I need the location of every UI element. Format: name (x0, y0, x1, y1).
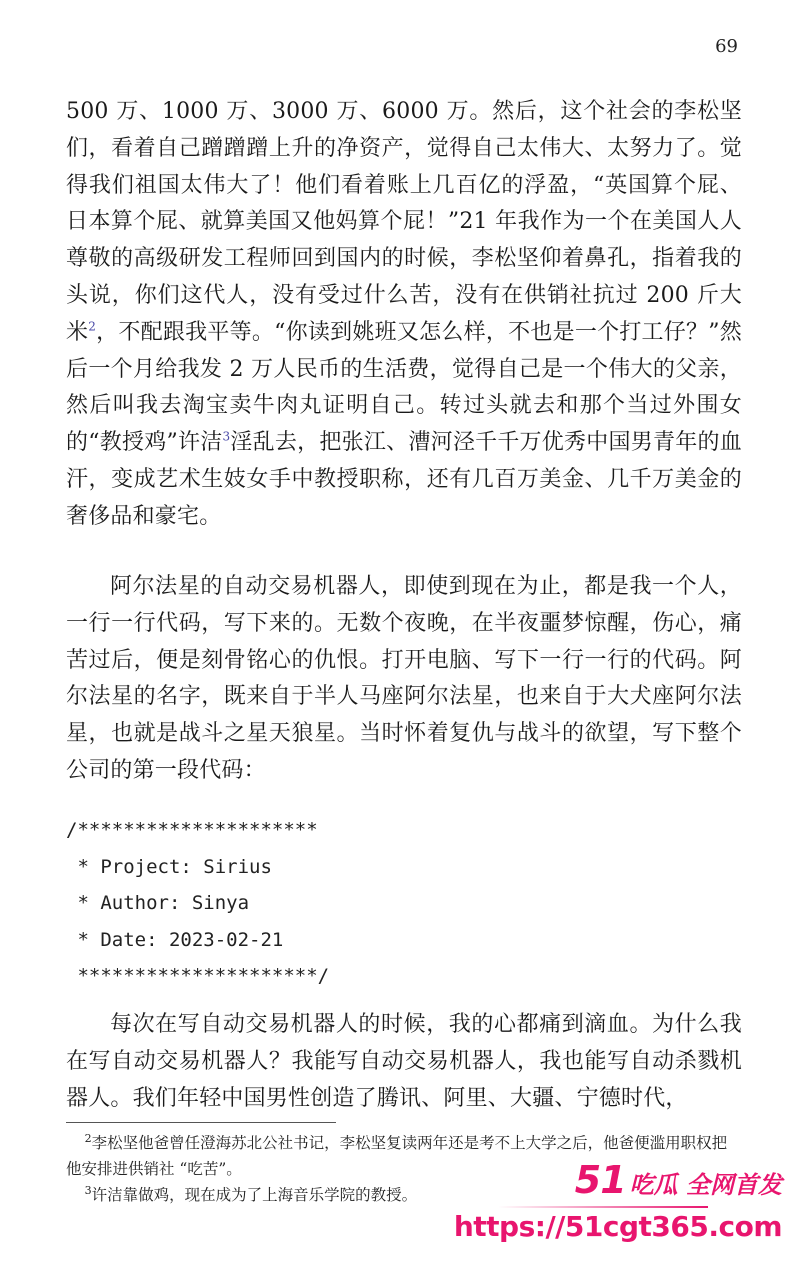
paragraph-1-part-1: 500 万、1000 万、3000 万、6000 万。然后，这个社会的李松坚们，看着自己蹭蹭蹭上升的净资产，觉得自己太伟大、太努力了。觉得我们祖国太伟大了！他们看着账上几百亿的浮盈，“英国算个屁、日本算个屁、就算美国又他妈算个屁！”21 年我作为一个在美国人人尊敬的高级研发工程师回到国内的时候，李松坚仰着鼻孔，指着我的头说，你们这代人，没有受过什么苦，没有在供销社抗过 200 斤大米 (66, 99, 742, 345)
page-number: 69 (715, 36, 738, 57)
paragraph-2: 阿尔法星的自动交易机器人，即使到现在为止，都是我一个人，一行一行代码，写下来的。无数个夜晚，在半夜噩梦惊醒，伤心，痛苦过后，便是刻骨铭心的仇恨。打开电脑、写下一行一行的代码。阿尔法星的名字，既来自于半人马座阿尔法星，也来自于大犬座阿尔法星，也就是战斗之星天狼星。当时怀着复仇与战斗的欲望，写下整个公司的第一段代码： (66, 574, 742, 783)
paragraph-3: 每次在写自动交易机器人的时候，我的心都痛到滴血。为什么我在写自动交易机器人？我能写自动交易机器人，我也能写自动杀戮机器人。我们年轻中国男性创造了腾讯、阿里、大疆、宁德时代， (66, 1012, 742, 1111)
paragraph-1-part-3: 淫乱去，把张江、漕河泾千千万优秀中国男青年的血汗，变成艺术生妓女手中教授职称，还有几百万美金、几千万美金的奢侈品和豪宅。 (66, 430, 742, 529)
watermark-brand (575, 1158, 782, 1202)
paragraph-1-part-2: ，不配跟我平等。“你读到姚班又怎么样，不也是一个打工仔？”然后一个月给我发 2 万人民币的生活费，觉得自己是一个伟大的父亲，然后叫我去淘宝卖牛肉丸证明自己。转过头就去和那个当过外围女的“教授鸡”许洁 (66, 319, 742, 456)
watermark (453, 1148, 790, 1260)
watermark-logo-number: 51 (574, 1158, 626, 1202)
footnote-text: 李松坚他爸曾任澄海苏北公社书记，李松坚复读两年还是考不上大学之后，他爸便滥用职权把他安排进供销社 “吃苦”。 (66, 1134, 728, 1178)
watermark-logo-text: 吃瓜 全网首发 (629, 1171, 782, 1199)
watermark-url[interactable]: https://51cgt365.com (453, 1210, 782, 1243)
watermark-streak (498, 1206, 708, 1208)
footnote-ref-3[interactable]: 3 (222, 429, 231, 444)
code-block: /********************* * Project: Sirius * Author: Sinya * Date: 2023-02-21 *********************/ (66, 819, 330, 987)
footnote-ref-2[interactable]: 2 (88, 319, 97, 334)
footnote-divider (66, 1122, 336, 1123)
footnote-text: 许洁靠做鸡，现在成为了上海音乐学院的教授。 (91, 1186, 418, 1204)
footnote-mark: 2 (84, 1131, 92, 1145)
paragraph-1 (66, 94, 742, 536)
footnote-mark: 3 (84, 1183, 92, 1197)
